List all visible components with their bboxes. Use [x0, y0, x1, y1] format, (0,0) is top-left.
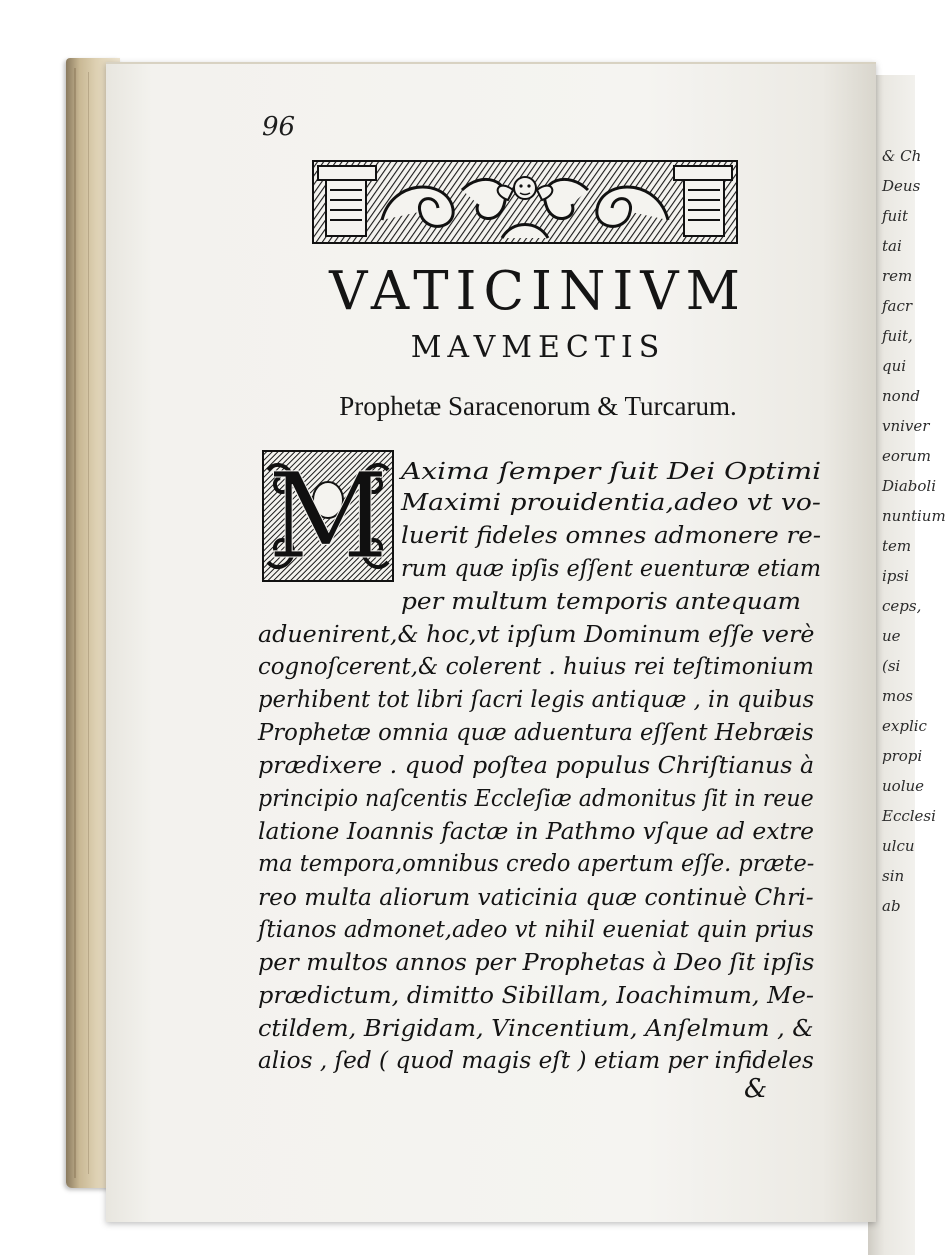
facing-page-line: qui [882, 357, 907, 375]
facing-page-line: fuit, [882, 327, 913, 345]
initial-letter: M [267, 447, 389, 585]
body-line: Prophetæ omnia quæ aduentura eſſent Hebræis [258, 718, 814, 746]
body-line: ctildem, Brigidam, Vincentium, Anſelmum , & [258, 1014, 814, 1042]
facing-page-line: & Ch [882, 147, 922, 165]
facing-page-line: ceps, [882, 597, 922, 615]
page-title: VATICINIVM [329, 261, 747, 322]
body-line: ſtianos admonet,adeo vt nihil eueniat quin prius [258, 915, 814, 943]
body-line: luerit fideles omnes admonere re- [401, 521, 822, 549]
body-line: Maximi prouidentia,adeo vt vo- [401, 488, 821, 516]
facing-page-line: Deus [882, 177, 921, 195]
facing-page-line: fuit [882, 207, 909, 225]
facing-page-line: eorum [882, 447, 931, 465]
facing-page-line: ulcu [882, 837, 915, 855]
facing-page-line: mos [882, 687, 913, 705]
body-line: prædixere . quod poſtea populus Chriſtianus à [258, 751, 815, 779]
body-line: principio naſcentis Eccleſiæ admonitus ſit in reue [258, 784, 814, 812]
body-line: aduenirent,& hoc,vt ipſum Dominum eſſe verè [258, 620, 815, 648]
facing-page-line: nond [882, 387, 920, 405]
body-line: ma tempora,omnibus credo apertum eſſe. præte- [258, 849, 815, 877]
facing-page-line: tai [882, 237, 902, 255]
body-line: alios , ſed ( quod magis eſt ) etiam per infideles [258, 1046, 814, 1074]
body-line: latione Ioannis factæ in Pathmo vſque ad extre [258, 817, 814, 845]
facing-page-line: ab [882, 897, 901, 915]
facing-page-line: Ecclesi [882, 807, 936, 825]
catchword: & [744, 1074, 768, 1104]
body-line: prædictum, dimitto Sibillam, Ioachimum, Me- [258, 981, 814, 1009]
facing-page-line: rem [882, 267, 913, 285]
facing-page-line: (si [882, 657, 901, 675]
headpiece-ornament-icon [312, 160, 738, 244]
body-line: cognoſcerent,& colerent . huius rei teſtimonium [258, 652, 814, 680]
body-line: per multum temporis antequam [401, 587, 801, 615]
body-line: Axima ſemper ſuit Dei Optimi [401, 457, 822, 485]
facing-page-line: Diaboli [882, 477, 936, 495]
body-line: reo multa aliorum vaticinia quæ continuè Chri- [258, 883, 814, 911]
facing-page-line: nuntium [882, 507, 946, 525]
decorated-initial [262, 447, 394, 585]
facing-page-line: ipsi [882, 567, 909, 585]
section-heading: Prophetæ Saracenorum & Turcarum. [339, 391, 737, 421]
facing-page-line: uolue [882, 777, 925, 795]
facing-page-line: sin [882, 867, 905, 885]
body-line: per multos annos per Prophetas à Deo ſit ipſis [258, 948, 815, 976]
facing-page-line: vniver [882, 417, 930, 435]
body-line: rum quæ ipſis eſſent euenturæ etiam [401, 554, 822, 582]
facing-page-line: ue [882, 627, 901, 645]
facing-page-line: facr [882, 297, 913, 315]
facing-page-line: explic [882, 717, 927, 735]
facing-page-line: tem [882, 537, 912, 555]
page-number: 96 [262, 112, 296, 142]
page-subtitle: MAVMECTIS [410, 330, 666, 365]
body-line: perhibent tot libri ſacri legis antiquæ , in quibus [258, 685, 815, 713]
facing-page-line: propi [882, 747, 923, 765]
